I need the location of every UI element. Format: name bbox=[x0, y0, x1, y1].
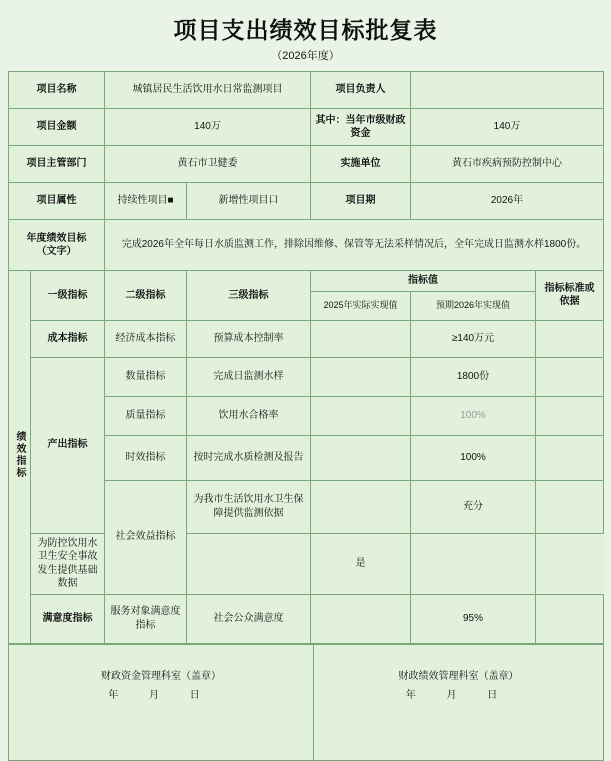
row-level3: 饮用水合格率 bbox=[187, 396, 311, 435]
row-value-2026: 95% bbox=[411, 594, 536, 643]
row-level2: 时效指标 bbox=[105, 435, 187, 480]
col-standard-header: 指标标准或依据 bbox=[536, 271, 604, 321]
row-level3: 社会公众满意度 bbox=[187, 594, 311, 643]
col-value-2025-header: 2025年实际实现值 bbox=[311, 291, 411, 320]
row-level2: 数量指标 bbox=[105, 357, 187, 396]
page-title: 项目支出绩效目标批复表 bbox=[173, 18, 438, 43]
row-level2: 经济成本指标 bbox=[105, 320, 187, 357]
table-row bbox=[9, 533, 604, 594]
table-row bbox=[9, 357, 604, 396]
row-value-2025 bbox=[311, 357, 411, 396]
period-label: 项目期 bbox=[311, 183, 411, 220]
performance-target-table bbox=[8, 71, 604, 644]
row-level1: 产出指标 bbox=[31, 357, 105, 533]
row-value-2026: ≥140万元 bbox=[411, 320, 536, 357]
row-standard bbox=[536, 320, 604, 357]
row-level3: 为防控饮用水卫生安全事故发生提供基础数据 bbox=[31, 533, 105, 594]
city-fund-value: 140万 bbox=[411, 109, 604, 146]
table-row bbox=[9, 109, 604, 146]
table-row bbox=[9, 183, 604, 220]
row-value-2026: 是 bbox=[311, 533, 411, 594]
row-value-2025 bbox=[311, 435, 411, 480]
row-standard bbox=[536, 357, 604, 396]
row-value-2025 bbox=[311, 320, 411, 357]
attribute-continuing: 持续性项目■ bbox=[105, 183, 187, 220]
signature-finance-performance bbox=[314, 644, 604, 760]
owner-label: 项目负责人 bbox=[311, 72, 411, 109]
row-value-2025 bbox=[311, 480, 411, 533]
signature-finance-fund bbox=[9, 644, 314, 760]
table-row bbox=[9, 271, 604, 292]
signature-finance-performance-line1: 财政绩效管理科室（盖章） bbox=[398, 670, 519, 682]
signature-finance-fund-date: 年 月 日 bbox=[108, 689, 214, 701]
row-level3: 预算成本控制率 bbox=[187, 320, 311, 357]
table-row bbox=[9, 644, 604, 760]
row-standard bbox=[536, 396, 604, 435]
table-row bbox=[9, 220, 604, 271]
annual-goal-label-line2: （文字） bbox=[36, 246, 77, 257]
signature-table bbox=[8, 644, 604, 761]
row-standard bbox=[411, 533, 536, 594]
amount-value: 140万 bbox=[105, 109, 311, 146]
amount-label: 项目金额 bbox=[9, 109, 105, 146]
table-row bbox=[9, 146, 604, 183]
row-value-2025 bbox=[187, 533, 311, 594]
row-value-2025 bbox=[311, 396, 411, 435]
col-level3-header: 三级指标 bbox=[187, 271, 311, 321]
row-value-2026: 充分 bbox=[411, 480, 536, 533]
page-subtitle: （2026年度） bbox=[271, 50, 340, 62]
city-fund-label: 其中：当年市级财政资金 bbox=[311, 109, 411, 146]
unit-value: 黄石市疾病预防控制中心 bbox=[411, 146, 604, 183]
row-level2: 质量指标 bbox=[105, 396, 187, 435]
performance-indicator-side-label: 绩效指标 bbox=[9, 271, 31, 644]
attribute-new: 新增性项目口 bbox=[187, 183, 311, 220]
row-level3: 为我市生活饮用水卫生保障提供监测依据 bbox=[187, 480, 311, 533]
dept-label: 项目主管部门 bbox=[9, 146, 105, 183]
row-value-2026: 100% bbox=[411, 435, 536, 480]
table-row bbox=[9, 594, 604, 643]
owner-value bbox=[411, 72, 604, 109]
signature-finance-fund-line1: 财政资金管理科室（盖章） bbox=[101, 670, 221, 682]
col-value-2026-header: 预期2026年实现值 bbox=[411, 291, 536, 320]
row-standard bbox=[536, 480, 604, 533]
table-row bbox=[9, 320, 604, 357]
project-name-value: 城镇居民生活饮用水日常监测项目 bbox=[105, 72, 311, 109]
signature-finance-performance-date: 年 月 日 bbox=[405, 689, 512, 701]
row-level2: 服务对象满意度指标 bbox=[105, 594, 187, 643]
table-row bbox=[9, 72, 604, 109]
unit-label: 实施单位 bbox=[311, 146, 411, 183]
row-value-2025 bbox=[311, 594, 411, 643]
row-level2: 社会效益指标 bbox=[105, 480, 187, 594]
row-level3: 完成日监测水样 bbox=[187, 357, 311, 396]
row-standard bbox=[536, 594, 604, 643]
row-level1: 成本指标 bbox=[31, 320, 105, 357]
period-value: 2026年 bbox=[411, 183, 604, 220]
row-standard bbox=[536, 435, 604, 480]
attribute-label: 项目属性 bbox=[9, 183, 105, 220]
row-value-2026: 1800份 bbox=[411, 357, 536, 396]
col-level1-header: 一级指标 bbox=[31, 271, 105, 321]
col-value-group-header: 指标值 bbox=[311, 271, 536, 292]
annual-goal-label-line1: 年度绩效目标 bbox=[26, 232, 87, 244]
dept-value: 黄石市卫健委 bbox=[105, 146, 311, 183]
annual-goal-text: 完成2026年全年每日水质监测工作，排除因维修、保管等无法采样情况后，全年完成日监测水样1800份。 bbox=[105, 220, 604, 271]
annual-goal-label bbox=[9, 220, 105, 271]
col-level2-header: 二级指标 bbox=[105, 271, 187, 321]
row-value-2026: 100% bbox=[411, 396, 536, 435]
row-level3: 按时完成水质检测及报告 bbox=[187, 435, 311, 480]
row-level1: 满意度指标 bbox=[31, 594, 105, 643]
project-name-label: 项目名称 bbox=[9, 72, 105, 109]
